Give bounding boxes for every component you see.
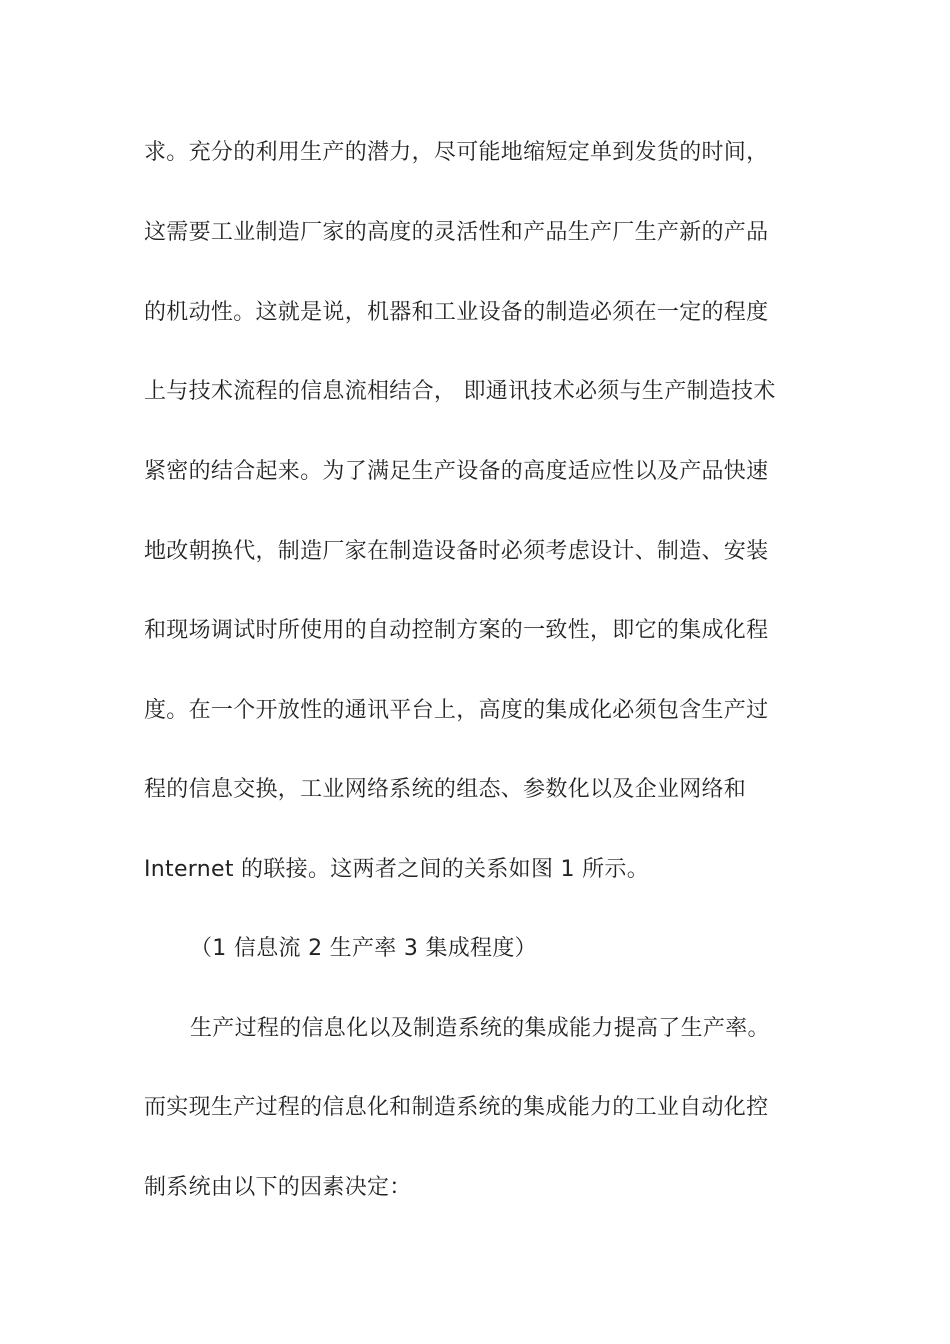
paragraph-line: Internet 的联接。这两者之间的关系如图 1 所示。 — [144, 857, 650, 882]
figure-caption: （1 信息流 2 生产率 3 集成程度） — [190, 936, 537, 961]
paragraph-line: 地改朝换代，制造厂家在制造设备时必须考虑设计、制造、安装 — [144, 539, 769, 564]
paragraph-line: 制系统由以下的因素决定： — [144, 1175, 412, 1200]
paragraph-line: 这需要工业制造厂家的高度的灵活性和产品生产厂生产新的产品 — [144, 220, 769, 245]
paragraph-line: 上与技术流程的信息流相结合， 即通讯技术必须与生产制造技术 — [144, 379, 776, 404]
paragraph-line: 生产过程的信息化以及制造系统的集成能力提高了生产率。 — [190, 1016, 770, 1041]
paragraph-line: 紧密的结合起来。为了满足生产设备的高度适应性以及产品快速 — [144, 459, 769, 484]
paragraph-line: 的机动性。这就是说，机器和工业设备的制造必须在一定的程度 — [144, 300, 769, 325]
paragraph-line: 求。充分的利用生产的潜力，尽可能地缩短定单到发货的时间， — [144, 140, 769, 165]
paragraph-line: 而实现生产过程的信息化和制造系统的集成能力的工业自动化控 — [144, 1095, 769, 1120]
paragraph-line: 度。在一个开放性的通讯平台上，高度的集成化必须包含生产过 — [144, 698, 769, 723]
paragraph-line: 程的信息交换，工业网络系统的组态、参数化以及企业网络和 — [144, 777, 747, 802]
paragraph-line: 和现场调试时所使用的自动控制方案的一致性，即它的集成化程 — [144, 618, 769, 643]
